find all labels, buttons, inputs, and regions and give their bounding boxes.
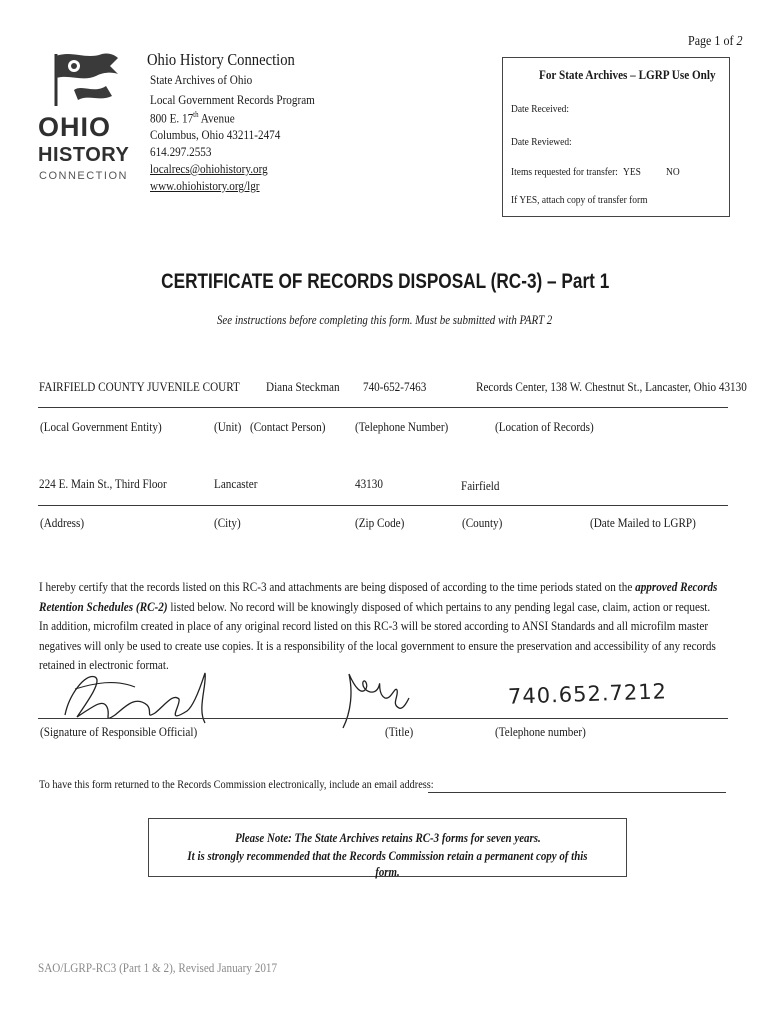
logo-word-history: HISTORY (38, 144, 130, 166)
email-prompt: To have this form returned to the Records Commission electronically, include an email address: (39, 777, 434, 791)
ohio-history-logo (38, 50, 128, 190)
items-yes-option[interactable]: YES (623, 166, 641, 178)
zip-field[interactable]: 43130 (355, 476, 383, 491)
form-title-wrap (0, 270, 770, 294)
telephone-label: (Telephone Number) (355, 419, 449, 434)
org-name: Ohio History Connection (147, 50, 295, 69)
city-label: (City) (214, 515, 241, 530)
transfer-form-note: If YES, attach copy of transfer form (511, 194, 648, 206)
flag-icon (52, 50, 122, 108)
entity-label: (Local Government Entity) (40, 419, 162, 434)
page-total: 2 (736, 34, 743, 49)
telephone-number-label: (Telephone number) (495, 724, 586, 739)
county-label: (County) (462, 515, 503, 530)
org-city: Columbus, Ohio 43211-2474 (150, 127, 281, 142)
logo-word-connection: CONNECTION (39, 170, 128, 182)
title-label: (Title) (385, 724, 414, 739)
note-box (148, 818, 627, 877)
org-website-link[interactable]: www.ohiohistory.org/lgr (150, 178, 260, 193)
org-line1: State Archives of Ohio (150, 72, 253, 87)
row2-underline (38, 505, 728, 506)
telephone-field[interactable]: 740-652-7463 (363, 379, 427, 394)
contact-person-label: (Contact Person) (250, 419, 326, 434)
org-email-link[interactable]: localrecs@ohiohistory.org (150, 161, 268, 176)
items-requested-label: Items requested for transfer: (511, 166, 618, 178)
city-field[interactable]: Lancaster (214, 476, 258, 491)
unit-label: (Unit) (214, 419, 242, 434)
contact-person-field[interactable]: Diana Steckman (266, 379, 340, 394)
form-title: CERTIFICATE OF RECORDS DISPOSAL (RC-3) – Part 1 (160, 270, 610, 293)
address-label: (Address) (40, 515, 85, 530)
address-field[interactable]: 224 E. Main St., Third Floor (39, 476, 167, 491)
zip-label: (Zip Code) (355, 515, 405, 530)
signature-underline (38, 718, 728, 719)
items-no-option[interactable]: NO (666, 166, 680, 178)
note-line1: Please Note: The State Archives retains RC-3 forms for seven years. (234, 830, 541, 845)
email-input-line[interactable] (428, 792, 726, 793)
logo-word-ohio: OHIO (38, 112, 112, 142)
location-of-records-field[interactable]: Records Center, 138 W. Chestnut St., Lancaster, Ohio 43130 (476, 379, 747, 394)
date-reviewed-label: Date Reviewed: (511, 136, 572, 148)
form-footer: SAO/LGRP-RC3 (Part 1 & 2), Revised January 2017 (38, 960, 278, 975)
location-label: (Location of Records) (495, 419, 594, 434)
page-indicator-prefix: Page 1 of (688, 34, 734, 49)
note-line2: It is strongly recommended that the Records Commission retain a permanent copy of this form. (187, 848, 588, 879)
org-line2: Local Government Records Program (150, 92, 315, 107)
certification-paragraph: I hereby certify that the records listed on this RC-3 and attachments are being disposed of according to the time periods stated on the approved Records Retention Schedules (RC-2) listed below. No record will be knowingly disposed of which pertains to any pending legal case, claim, action or request. In addition, microfilm created in place of any original record listed on this RC-3 will be stored according to ANSI Standards and all microfilm master negatives will only be used to create use copies. It is a responsibility of the local government to ensure the preservation and accessibility of any records retained in electronic format. (39, 579, 718, 672)
signature-label: (Signature of Responsible Official) (40, 724, 198, 739)
archives-box-title: For State Archives – LGRP Use Only (539, 67, 716, 82)
state-archives-box (502, 57, 730, 217)
org-phone: 614.297.2553 (150, 144, 212, 159)
form-subtitle-wrap (0, 311, 770, 329)
form-subtitle: See instructions before completing this form. Must be submitted with PART 2 (217, 312, 553, 327)
entity-field[interactable]: FAIRFIELD COUNTY JUVENILE COURT (39, 379, 240, 394)
retention-schedules-ref: approved Records Retention Schedules (39, 579, 718, 614)
county-field[interactable]: Fairfield (461, 478, 500, 493)
row1-underline (38, 407, 728, 408)
date-mailed-label: (Date Mailed to LGRP) (590, 515, 696, 530)
org-address: 800 E. 17th Avenue (150, 110, 235, 126)
page-indicator (688, 34, 743, 50)
handwritten-phone: 740.652.7212 (507, 679, 668, 709)
date-received-label: Date Received: (511, 103, 570, 115)
